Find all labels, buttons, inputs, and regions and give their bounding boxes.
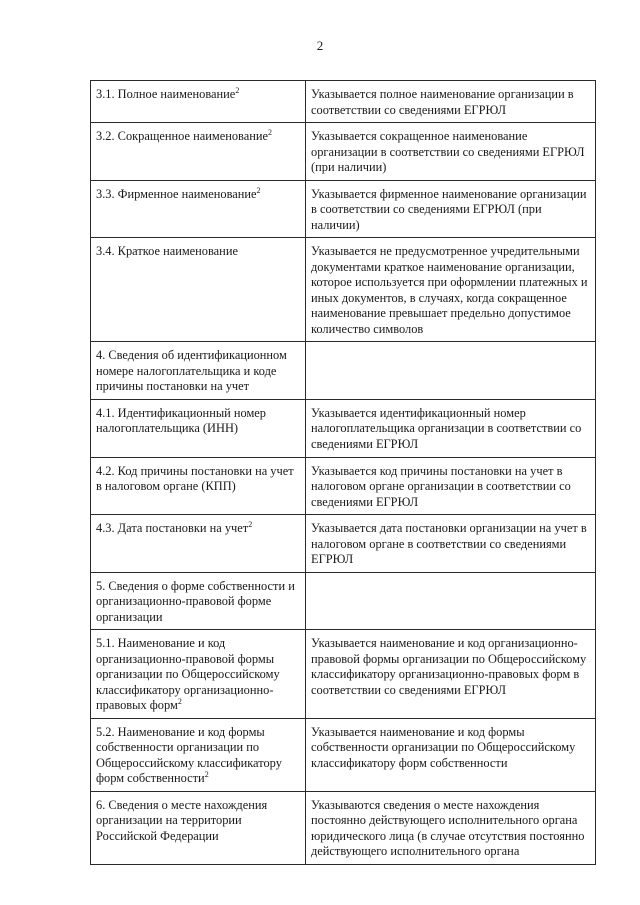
row-label-cell <box>91 630 306 719</box>
row-description <box>306 342 596 400</box>
footnote-ref: 2 <box>235 85 240 95</box>
footnote-ref: 2 <box>204 769 209 779</box>
table-row <box>91 791 596 864</box>
row-label-cell <box>91 515 306 573</box>
row-description: Указывается идентификационный номер налогоплательщика организации в соответствии со сведениями ЕГРЮЛ <box>306 399 596 457</box>
table-row <box>91 572 596 630</box>
row-description: Указываются сведения о месте нахождения постоянно действующего исполнительного органа юридического лица (в случае отсутствия постоянно действующего исполнительного органа <box>306 791 596 864</box>
row-label-cell <box>91 457 306 515</box>
footnote-ref: 2 <box>177 696 182 706</box>
row-description: Указывается код причины постановки на учет в налоговом органе организации в соответствии со сведениями ЕГРЮЛ <box>306 457 596 515</box>
row-label: 3.1. Полное наименование <box>96 87 236 101</box>
row-label-cell <box>91 342 306 400</box>
row-description <box>306 572 596 630</box>
row-label-cell <box>91 399 306 457</box>
row-label: 5.1. Наименование и код организационно-правовой формы организации по Общероссийскому классификатору организационно-правовых форм <box>96 636 280 712</box>
row-label: 5.2. Наименование и код формы собственности организации по Общероссийскому классификатору форм собственности <box>96 724 282 785</box>
row-label: 4.1. Идентификационный номер налогоплательщика (ИНН) <box>96 405 267 435</box>
row-label-cell <box>91 180 306 238</box>
table-row <box>91 180 596 238</box>
row-label: 6. Сведения о месте нахождения организации на территории Российской Федерации <box>96 797 268 843</box>
table-row <box>91 718 596 791</box>
table-row <box>91 238 596 342</box>
row-label: 4.2. Код причины постановки на учет в налоговом органе (КПП) <box>96 463 294 493</box>
footnote-ref: 2 <box>267 127 272 137</box>
row-label: 5. Сведения о форме собственности и организационно-правовой форме организации <box>96 578 295 624</box>
footnote-ref: 2 <box>256 185 261 195</box>
table-row <box>91 457 596 515</box>
row-label-cell <box>91 123 306 181</box>
row-label: 3.2. Сокращенное наименование <box>96 129 268 143</box>
table-row <box>91 630 596 719</box>
row-description: Указывается сокращенное наименование организации в соответствии со сведениями ЕГРЮЛ (при наличии) <box>306 123 596 181</box>
table-row <box>91 81 596 123</box>
row-description: Указывается дата постановки организации на учет в налоговом органе в соответствии со сведениями ЕГРЮЛ <box>306 515 596 573</box>
row-description: Указывается полное наименование организации в соответствии со сведениями ЕГРЮЛ <box>306 81 596 123</box>
page-number: 2 <box>316 38 324 53</box>
table-row <box>91 515 596 573</box>
row-label-cell <box>91 81 306 123</box>
table-row <box>91 123 596 181</box>
row-label-cell <box>91 791 306 864</box>
row-label-cell <box>91 572 306 630</box>
row-label: 4.3. Дата постановки на учет <box>96 521 249 535</box>
row-label-cell <box>91 238 306 342</box>
row-label: 3.3. Фирменное наименование <box>96 186 257 201</box>
footnote-ref: 2 <box>248 519 253 529</box>
row-description: Указывается наименование и код организационно-правовой формы организации по Общероссийскому классификатору организационно-правовых форм в соответствии со сведениями ЕГРЮЛ <box>306 630 596 719</box>
requisites-table <box>90 80 596 865</box>
row-description: Указывается наименование и код формы собственности организации по Общероссийскому классификатору форм собственности <box>306 718 596 791</box>
table-row <box>91 342 596 400</box>
table-row <box>91 399 596 457</box>
row-description: Указывается не предусмотренное учредительными документами краткое наименование организации, которое используется при оформлении платежных и иных документов, в случаях, когда сокращенное наименование превышает предельно допустимое количество символов <box>306 238 596 342</box>
row-label: 3.4. Краткое наименование <box>96 244 238 258</box>
row-label: 4. Сведения об идентификационном номере налогоплательщика и коде причины постановки на учет <box>96 348 287 393</box>
row-description: Указывается фирменное наименование организации в соответствии со сведениями ЕГРЮЛ (при наличии) <box>306 180 596 238</box>
row-label-cell <box>91 718 306 791</box>
